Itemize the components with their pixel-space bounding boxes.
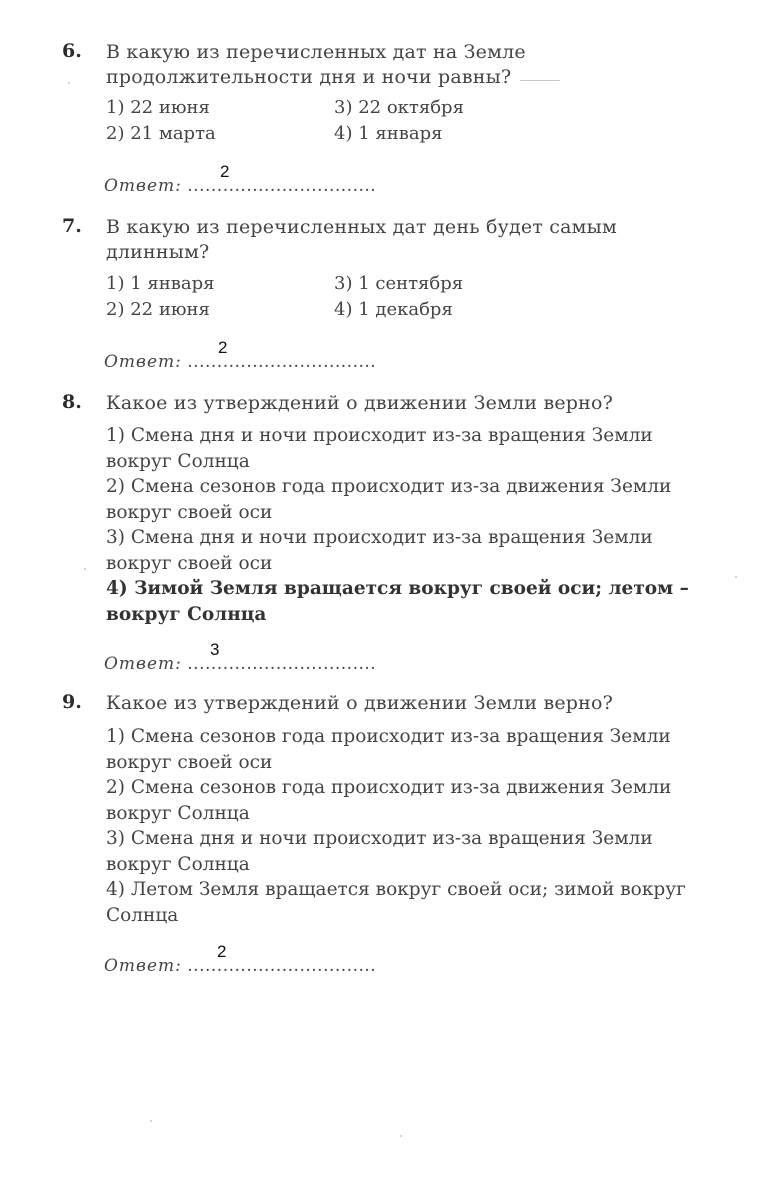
option-3: 3) Смена дня и ночи происходит из-за вращения Земли вокруг своей оси (106, 527, 653, 574)
option-1: 1) 1 января (106, 273, 215, 294)
question-number: 8. (62, 391, 82, 413)
scan-speck (520, 80, 560, 81)
option-4: 4) 1 декабря (334, 299, 453, 320)
scan-speck (68, 82, 70, 84)
question-8-answer (104, 640, 377, 674)
option-2: 2) 22 июня (106, 299, 210, 320)
question-text: В какую из перечисленных дат день будет самым длинным? (106, 216, 617, 263)
question-number: 9. (62, 691, 82, 713)
option-3: 3) Смена дня и ночи происходит из-за вращения Земли вокруг Солнца (106, 828, 653, 875)
question-6-answer (104, 162, 377, 196)
option-1: 1) Смена сезонов года происходит из-за вращения Земли вокруг своей оси (106, 726, 671, 773)
question-6-options (106, 95, 666, 147)
handwritten-answer: 2 (217, 942, 227, 961)
scan-speck (735, 576, 737, 578)
option-4: 4) Зимой Земля вращается вокруг своей оси; летом – вокруг Солнца (106, 578, 689, 625)
handwritten-answer: 2 (220, 162, 230, 181)
question-text: В какую из перечисленных дат на Земле продолжительности дня и ночи равны? (106, 41, 526, 88)
question-text: Какое из утверждений о движении Земли верно? (106, 692, 614, 714)
answer-label: Ответ: (104, 654, 182, 674)
option-4: 4) 1 января (334, 123, 443, 144)
question-text: Какое из утверждений о движении Земли верно? (106, 392, 614, 414)
option-2: 2) 21 марта (106, 123, 216, 144)
question-number: 7. (62, 215, 82, 237)
answer-label: Ответ: (104, 352, 182, 372)
answer-label: Ответ: (104, 956, 182, 976)
answer-line: ................................ (187, 352, 377, 372)
answer-line: ................................ (187, 176, 377, 196)
option-3: 3) 1 сентября (334, 273, 464, 294)
scan-speck (150, 1120, 152, 1122)
scan-speck (400, 1135, 402, 1137)
option-2: 2) Смена сезонов года происходит из-за движения Земли вокруг Солнца (106, 777, 672, 824)
scan-speck (84, 568, 86, 570)
question-number: 6. (62, 40, 82, 62)
question-8-options (106, 423, 721, 627)
question-9-options (106, 724, 721, 928)
option-2: 2) Смена сезонов года происходит из-за движения Земли вокруг своей оси (106, 476, 672, 523)
question-7-options (106, 271, 666, 323)
answer-line: ................................ (187, 654, 377, 674)
answer-label: Ответ: (104, 176, 182, 196)
option-3: 3) 22 октября (334, 97, 464, 118)
option-4: 4) Летом Земля вращается вокруг своей оси; зимой вокруг Солнца (106, 879, 686, 926)
question-9-answer (104, 942, 377, 976)
question-7-answer (104, 338, 377, 372)
answer-line: ................................ (187, 956, 377, 976)
handwritten-answer: 3 (210, 640, 220, 659)
option-1: 1) Смена дня и ночи происходит из-за вращения Земли вокруг Солнца (106, 425, 653, 472)
option-1: 1) 22 июня (106, 97, 210, 118)
handwritten-answer: 2 (218, 338, 228, 357)
